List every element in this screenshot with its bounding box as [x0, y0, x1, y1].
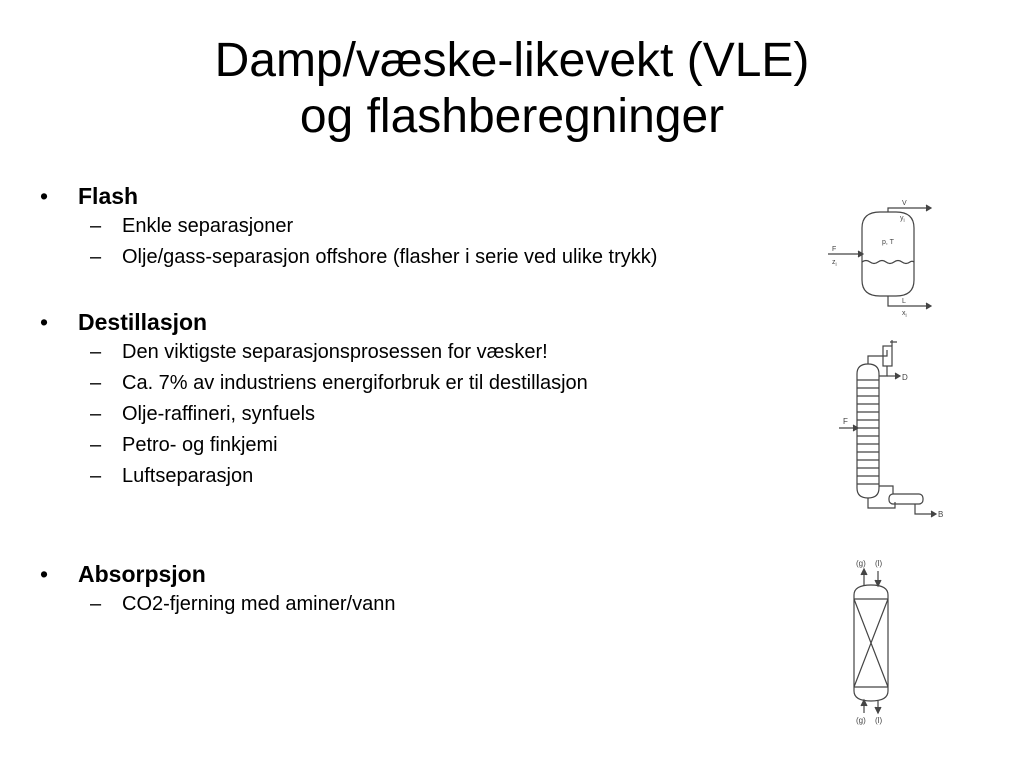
- liquid-level: [862, 261, 914, 264]
- label-g-bottom: (g): [856, 716, 866, 725]
- liquid-arrow: [926, 303, 931, 309]
- section-absorpsjon: [40, 559, 820, 620]
- dash: –: [90, 341, 102, 363]
- vapor-arrow: [926, 205, 931, 211]
- label-d: D: [902, 373, 908, 382]
- flash-drum-diagram: [818, 198, 948, 322]
- label-l-top: (l): [875, 559, 883, 568]
- distillation-column-diagram: [835, 336, 950, 521]
- packing-cross: [854, 599, 888, 687]
- sub-item-text: Luftseparasjon: [122, 465, 254, 487]
- sub-item-text: Ca. 7% av industriens energiforbruk er til destillasjon: [122, 372, 588, 394]
- liquid-outlet-line: [888, 296, 930, 306]
- sub-item-text: Enkle separasjoner: [122, 215, 294, 237]
- bullet-heading: Destillasjon: [78, 309, 208, 335]
- condenser: [868, 350, 887, 364]
- absorption-column-diagram: [845, 555, 905, 727]
- bullet-destillasjon: [40, 307, 820, 337]
- bullet-dot: •: [40, 183, 49, 209]
- column-shell: [857, 364, 879, 498]
- dash: –: [90, 215, 102, 237]
- section-flash: [40, 181, 820, 273]
- label-f: F: [832, 246, 837, 253]
- dash: –: [90, 465, 102, 487]
- sub-item-text: Den viktigste separasjonsprosessen for væsker!: [122, 341, 548, 363]
- label-v: V: [902, 200, 907, 207]
- sub-item: [40, 399, 820, 430]
- slide-title: [0, 33, 1024, 145]
- sub-item-text: Olje-raffineri, synfuels: [122, 403, 316, 425]
- bullet-heading: Flash: [78, 183, 139, 209]
- label-g-top: (g): [856, 559, 866, 568]
- sub-item: [40, 461, 820, 492]
- sub-item-text: Petro- og finkjemi: [122, 434, 278, 456]
- bullet-dot: •: [40, 309, 49, 335]
- dash: –: [90, 403, 102, 425]
- dash: –: [90, 246, 102, 268]
- sub-item-text: CO2-fjerning med aminer/vann: [122, 593, 396, 615]
- sub-item: [40, 430, 820, 461]
- sub-item: [40, 242, 820, 273]
- label-column-f: F: [843, 417, 848, 426]
- dash: –: [90, 593, 102, 615]
- title-line-1: Damp/væske-likevekt (VLE): [214, 34, 810, 87]
- dash: –: [90, 434, 102, 456]
- vapor-outlet-line: [888, 208, 930, 212]
- label-l-bottom: (l): [875, 716, 883, 725]
- dash: –: [90, 372, 102, 394]
- title-line-2: og flashberegninger: [299, 90, 725, 143]
- bullet-dot: •: [40, 561, 49, 587]
- reboiler: [889, 494, 923, 504]
- sub-item-text: Olje/gass-separasjon offshore (flasher i serie ved ulike trykk): [122, 246, 658, 268]
- label-yi: $y_i$: [900, 215, 905, 224]
- sub-item: [40, 337, 820, 368]
- sub-item: [40, 589, 820, 620]
- reflux-line: [879, 366, 887, 376]
- label-zi: $z_i$: [832, 259, 837, 268]
- label-xi: $x_i$: [902, 310, 907, 319]
- bullet-flash: [40, 181, 820, 211]
- bullet-heading: Absorpsjon: [78, 561, 206, 587]
- flash-vessel: [862, 212, 914, 296]
- bullet-absorpsjon: [40, 559, 820, 589]
- sub-item: [40, 211, 820, 242]
- column-trays: [857, 380, 879, 484]
- sub-item: [40, 368, 820, 399]
- label-l: L: [902, 298, 906, 305]
- label-b: B: [938, 510, 944, 519]
- section-destillasjon: [40, 307, 820, 492]
- label-pt: p, T: [882, 239, 894, 246]
